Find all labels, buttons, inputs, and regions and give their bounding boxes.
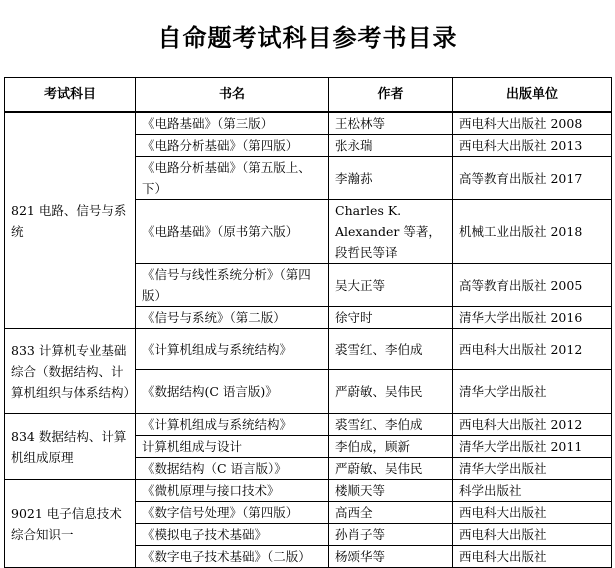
author-cell: 严蔚敏、吴伟民 xyxy=(329,458,453,480)
table-row xyxy=(5,414,612,436)
author-cell: 严蔚敏、吴伟民 xyxy=(329,370,453,414)
page-title: 自命题考试科目参考书目录 xyxy=(157,24,458,52)
publisher-cell: 西电科大出版社 2008 xyxy=(453,112,612,135)
author-cell: Charles K. Alexander 等著，段哲民等译 xyxy=(329,200,453,264)
subject-cell: 9021 电子信息技术综合知识一 xyxy=(5,480,136,568)
publisher-cell: 清华大学出版社 2011 xyxy=(453,436,612,458)
publisher-cell: 西电科大出版社 xyxy=(453,502,612,524)
publisher-cell: 西电科大出版社 2012 xyxy=(453,329,612,370)
book-title-cell: 《电路分析基础》（第四版） xyxy=(136,135,329,157)
book-title-cell: 计算机组成与设计 xyxy=(136,436,329,458)
author-cell: 李伯成，顾新 xyxy=(329,436,453,458)
book-title-cell: 《数据结构（C 语言版）》 xyxy=(136,458,329,480)
book-title-cell: 《电路基础》（第三版） xyxy=(136,112,329,135)
publisher-cell: 清华大学出版社 xyxy=(453,370,612,414)
publisher-cell: 西电科大出版社 2012 xyxy=(453,414,612,436)
author-cell: 王松林等 xyxy=(329,112,453,135)
publisher-cell: 清华大学出版社 2016 xyxy=(453,307,612,329)
author-cell: 孙肖子等 xyxy=(329,524,453,546)
subject-cell: 833 计算机专业基础综合（数据结构、计算机组织与体系结构） xyxy=(5,329,136,414)
column-header-book-title: 书名 xyxy=(136,78,329,113)
author-cell: 楼顺天等 xyxy=(329,480,453,502)
author-cell: 裘雪红、李伯成 xyxy=(329,329,453,370)
book-title-cell: 《计算机组成与系统结构》 xyxy=(136,329,329,370)
reference-book-table xyxy=(4,77,612,568)
author-cell: 杨颂华等 xyxy=(329,546,453,568)
column-header-author: 作者 xyxy=(329,78,453,113)
column-header-subject: 考试科目 xyxy=(5,78,136,113)
book-title-cell: 《数据结构(C 语言版)》 xyxy=(136,370,329,414)
book-title-cell: 《信号与线性系统分析》（第四版） xyxy=(136,264,329,307)
book-title-cell: 《模拟电子技术基础》 xyxy=(136,524,329,546)
author-cell: 裘雪红、李伯成 xyxy=(329,414,453,436)
book-title-cell: 《数字电子技术基础》（二版） xyxy=(136,546,329,568)
publisher-cell: 科学出版社 xyxy=(453,480,612,502)
table-row xyxy=(5,112,612,135)
publisher-cell: 西电科大出版社 xyxy=(453,546,612,568)
subject-cell: 834 数据结构、计算机组成原理 xyxy=(5,414,136,480)
author-cell: 张永瑞 xyxy=(329,135,453,157)
author-cell: 吴大正等 xyxy=(329,264,453,307)
publisher-cell: 西电科大出版社 2013 xyxy=(453,135,612,157)
book-title-cell: 《信号与系统》（第二版） xyxy=(136,307,329,329)
book-title-cell: 《电路基础》（原书第六版） xyxy=(136,200,329,264)
publisher-cell: 高等教育出版社 2005 xyxy=(453,264,612,307)
publisher-cell: 清华大学出版社 xyxy=(453,458,612,480)
table-row xyxy=(5,329,612,370)
publisher-cell: 机械工业出版社 2018 xyxy=(453,200,612,264)
author-cell: 高西全 xyxy=(329,502,453,524)
publisher-cell: 高等教育出版社 2017 xyxy=(453,157,612,200)
book-title-cell: 《数字信号处理》（第四版） xyxy=(136,502,329,524)
book-title-cell: 《电路分析基础》（第五版上、下） xyxy=(136,157,329,200)
book-title-cell: 《计算机组成与系统结构》 xyxy=(136,414,329,436)
column-header-publisher: 出版单位 xyxy=(453,78,612,113)
author-cell: 徐守时 xyxy=(329,307,453,329)
book-title-cell: 《微机原理与接口技术》 xyxy=(136,480,329,502)
table-row xyxy=(5,480,612,502)
subject-cell: 821 电路、信号与系统 xyxy=(5,112,136,329)
publisher-cell: 西电科大出版社 xyxy=(453,524,612,546)
author-cell: 李瀚荪 xyxy=(329,157,453,200)
